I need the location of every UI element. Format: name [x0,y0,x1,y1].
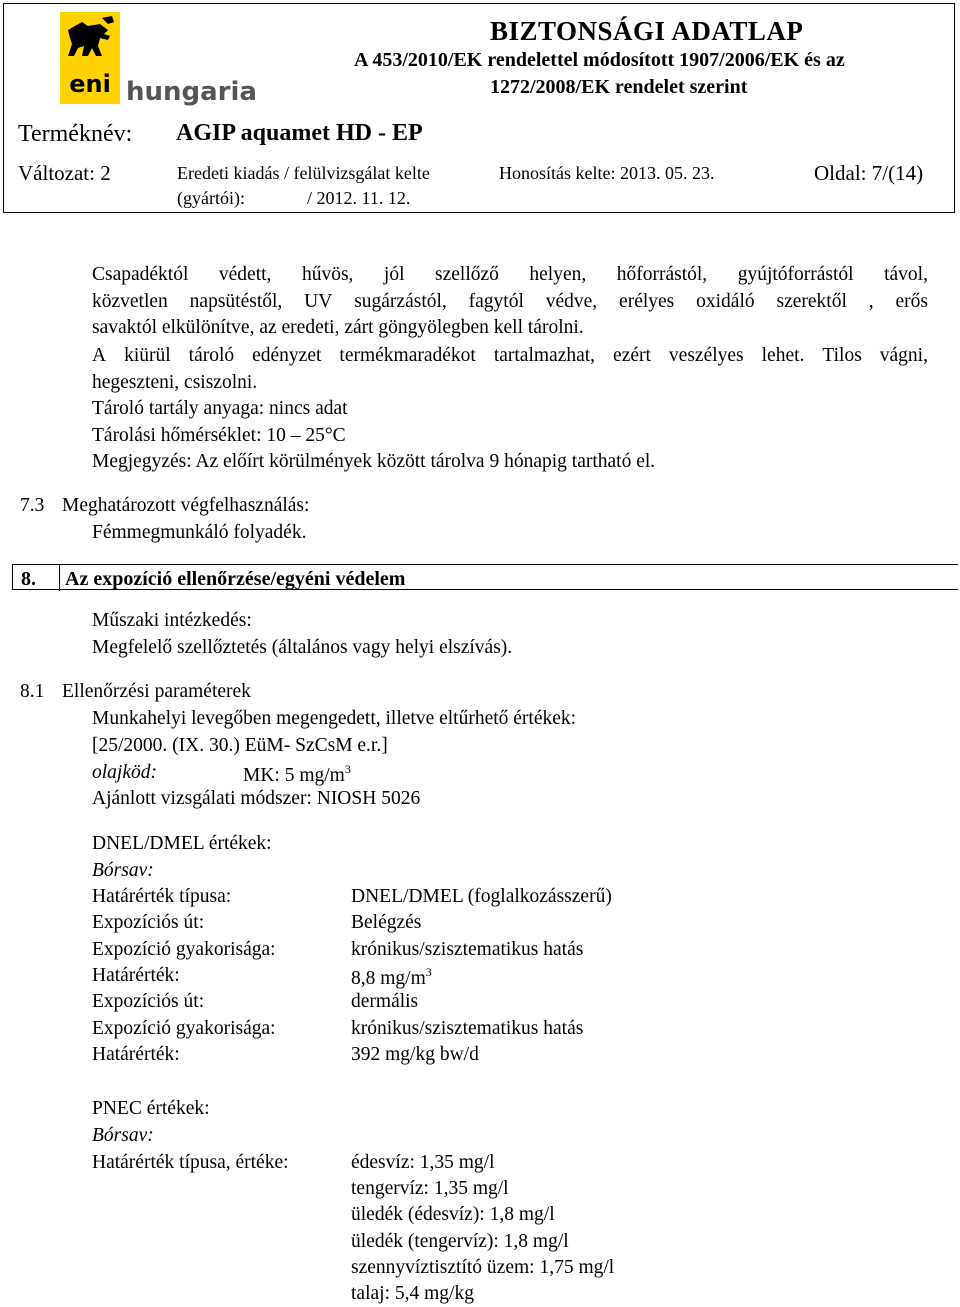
word: sugárzástól, [354,291,447,312]
storage-para1-line1 [92,265,928,285]
word: termékmaradékot [339,345,476,366]
section-8-number: 8. [21,568,36,590]
storage-para2-line2: hegeszteni, csiszolni. [92,372,258,393]
section-8-1-number: 8.1 [20,681,45,702]
document-title: BIZTONSÁGI ADATLAP [490,16,804,46]
logo-hungaria-text: hungaria [126,77,257,107]
dnel-row-label: Határérték: [92,1044,180,1065]
word: helyen, [529,264,587,285]
pnec-value: üledék (tengervíz): 1,8 mg/l [351,1231,569,1252]
word: , [868,291,874,312]
pnec-value: tengervíz: 1,35 mg/l [351,1178,509,1199]
issue-date: / 2012. 11. 12. [307,188,411,208]
dnel-row-value [351,966,432,989]
word: veszélyes [668,345,744,366]
word: Tilos [822,345,862,366]
document-header [3,3,955,213]
word: erős [895,291,928,312]
word: A [92,345,107,366]
test-method: Ajánlott vizsgálati módszer: NIOSH 5026 [92,788,421,809]
pnec-value: szennyvíztisztító üzem: 1,75 mg/l [351,1257,615,1278]
page-number: Oldal: 7/(14) [814,161,924,185]
dnel-superscript: 3 [425,965,432,979]
section-7-3-number: 7.3 [20,495,45,516]
word: kiürül [124,345,171,366]
oil-mist-value [243,763,351,786]
word: lehet. [761,345,805,366]
word: gyújtóforrástól [737,264,854,285]
issue-label-2: (gyártói): [177,188,245,208]
section-8-title: Az expozíció ellenőrzése/egyéni védelem [65,568,406,590]
word: napsütéstől, [189,291,283,312]
word: tároló [188,345,235,366]
word: hőforrástól, [616,264,708,285]
pnec-value: talaj: 5,4 mg/kg [351,1283,474,1304]
dnel-substance: Bórsav: [92,860,154,881]
word: szerektől [776,291,847,312]
oil-mist-superscript: 3 [344,762,351,776]
workplace-limits-line2: [25/2000. (IX. 30.) EüM- SzCsM e.r.] [92,735,388,756]
storage-temperature: Tárolási hőmérséklet: 10 – 25°C [92,425,346,446]
workplace-limits-line1: Munkahelyi levegőben megengedett, illetve eltűrhető értékek: [92,708,577,729]
dnel-heading: DNEL/DMEL értékek: [92,833,272,854]
word: védve, [545,291,598,312]
issue-label-1: Eredeti kiadás / felülvizsgálat kelte [177,163,430,183]
dnel-row-value: krónikus/szisztematikus hatás [351,1018,584,1039]
pnec-value: édesvíz: 1,35 mg/l [351,1152,495,1173]
logo-eni-text: eni [69,70,111,98]
dnel-row-label: Expozíciós út: [92,991,205,1012]
word: jól [383,264,405,285]
product-name: AGIP aquamet HD - EP [176,120,423,146]
dnel-row-value: DNEL/DMEL (foglalkozásszerű) [351,886,612,907]
word: fagytól [468,291,524,312]
oil-mist-label: olajköd: [92,762,157,783]
word: közvetlen [92,291,168,312]
pnec-value: üledék (édesvíz): 1,8 mg/l [351,1204,555,1225]
section-8-1-title: Ellenőrzési paraméterek [62,681,251,702]
storage-note: Megjegyzés: Az előírt körülmények között tárolva 9 hónapig tartható el. [92,451,656,472]
section-7-3-text: Fémmegmunkáló folyadék. [92,522,307,543]
storage-para1-line2 [92,292,928,312]
technical-measures-label: Műszaki intézkedés: [92,610,252,631]
eni-hungaria-logo [58,12,258,108]
word: erélyes [619,291,675,312]
storage-container: Tároló tartály anyaga: nincs adat [92,398,348,419]
word: távol, [884,264,928,285]
oil-mist-value-text: MK: 5 mg/m [243,765,345,786]
word: hűvös, [301,264,354,285]
version: Változat: 2 [18,161,111,185]
word: edényzet [252,345,322,366]
pnec-heading: PNEC értékek: [92,1098,210,1119]
dnel-row-value: krónikus/szisztematikus hatás [351,939,584,960]
section-8-heading-box [12,564,958,590]
dnel-row-label: Határérték: [92,965,180,986]
dnel-row-label: Határérték típusa: [92,886,232,907]
pnec-substance: Bórsav: [92,1125,154,1146]
dnel-row-value-text: 8,8 mg/m [351,968,426,989]
technical-measures-text: Megfelelő szellőztetés (általános vagy helyi elszívás). [92,637,513,658]
word: szellőző [435,264,499,285]
dnel-row-label: Expozíció gyakorisága: [92,939,276,960]
word: védett, [218,264,272,285]
dnel-row-value: dermális [351,991,419,1012]
word: tartalmazhat, [493,345,596,366]
regulation-line-1: A 453/2010/EK rendelettel módosított 1907/2006/EK és az [354,49,845,71]
section-8-divider [59,565,60,591]
storage-para2-line1 [92,346,928,366]
word: vágni, [879,345,928,366]
word: UV [304,291,333,312]
dnel-row-value: 392 mg/kg bw/d [351,1044,479,1065]
dnel-row-label: Expozíció gyakorisága: [92,1018,276,1039]
section-7-3-title: Meghatározott végfelhasználás: [62,495,310,516]
localization-date: Honosítás kelte: 2013. 05. 23. [499,163,715,183]
storage-para1-line3: savaktól elkülönítve, az eredeti, zárt göngyölegben kell tárolni. [92,317,584,338]
dnel-row-value: Belégzés [351,912,422,933]
dnel-row-label: Expozíciós út: [92,912,205,933]
pnec-label: Határérték típusa, értéke: [92,1152,289,1173]
word: oxidáló [696,291,755,312]
regulation-line-2: 1272/2008/EK rendelet szerint [490,76,748,98]
word: ezért [613,345,651,366]
product-label: Terméknév: [18,121,133,147]
word: Csapadéktól [92,264,189,285]
